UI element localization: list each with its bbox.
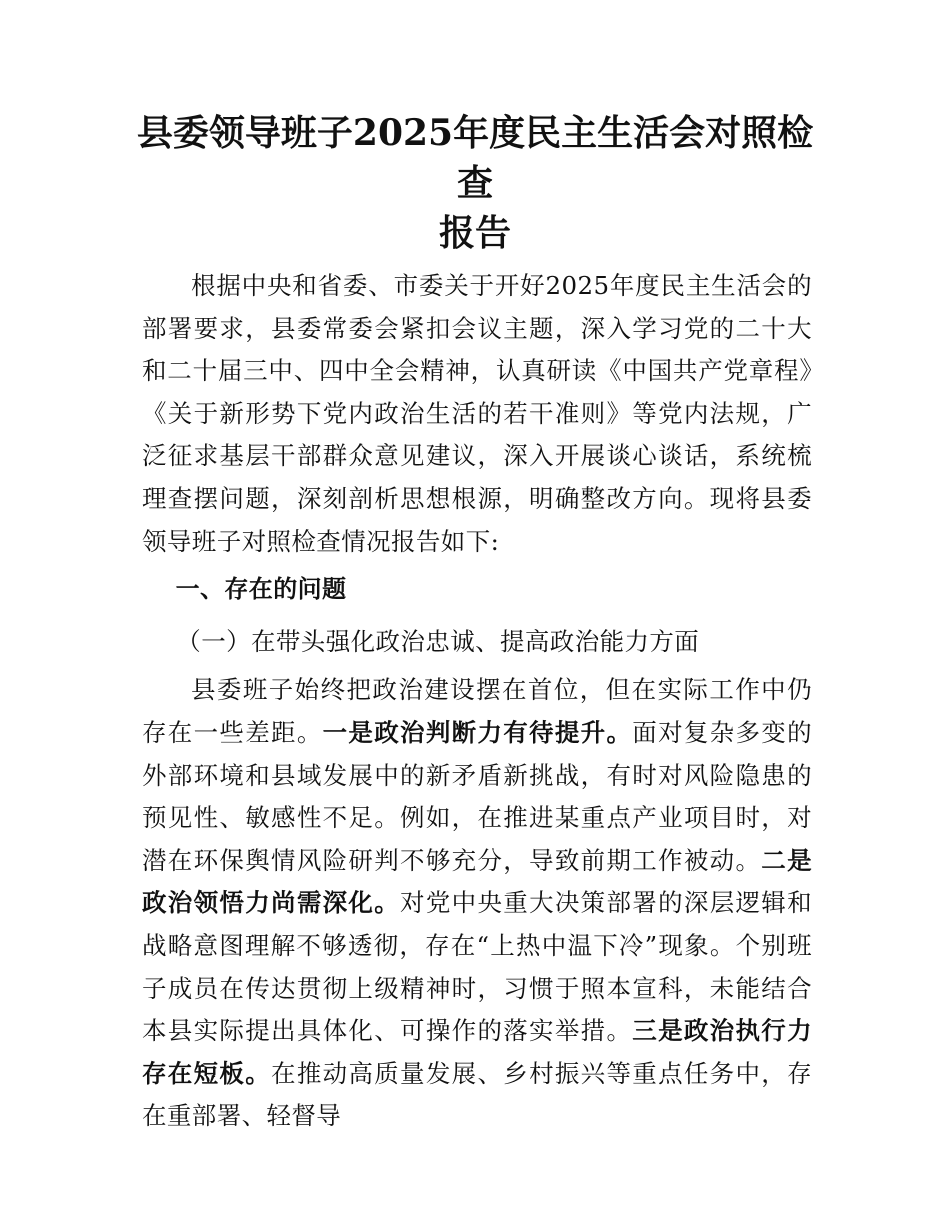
- intro-paragraph: 根据中央和省委、市委关于开好2025年度民主生活会的部署要求，县委常委会紧扣会议主题，深入学习党的二十大和二十届三中、四中全会精神，认真研读《中国共产党章程》《关于新形势下党内政治生活的若干准则》等党内法规，广泛征求基层干部群众意见建议，深入开展谈心谈话，系统梳理查摆问题，深刻剖析思想根源，明确整改方向。现将县委领导班子对照检查情况报告如下:: [142, 271, 812, 556]
- paragraph-text: 面对复杂多变的外部环境和县域发展中的新矛盾新挑战，有时对风险隐患的预见性、敏感性不足。例如，在推进某重点产业项目时，对潜在环保舆情风险研判不够充分，导致前期工作被动。: [142, 717, 812, 875]
- section-heading: 一、存在的问题: [175, 575, 347, 604]
- subsection-heading: （一）在带头强化政治忠诚、提高政治能力方面: [176, 626, 700, 656]
- paragraph-text: 县委班子始终把政治建设摆在首位，但在实际工作中仍存在一些差距。: [142, 675, 812, 747]
- paragraph-text: 对党中央重大决策部署的深层逻辑和战略意图理解不够透彻，存在“上热中温下冷”现象。个别班子成员在传达贯彻上级精神时，习惯于照本宣科，未能结合本县实际提出具体化、可操作的落实举措。: [142, 888, 813, 1046]
- title-line-2: 报告: [438, 212, 511, 254]
- paragraph-text: 在推动高质量发展、乡村振兴等重点任务中，存在重部署、轻督导: [142, 1058, 813, 1131]
- problem-paragraph: [142, 669, 812, 1138]
- document-title: [120, 108, 830, 258]
- bold-point-2: 二是政治领悟力尚需深化。: [142, 845, 812, 918]
- bold-point-1: 一是政治判断力有待提升。: [322, 717, 633, 747]
- bold-point-3: 三是政治执行力存在短板。: [142, 1016, 812, 1088]
- title-line-1: 县委领导班子2025年度民主生活会对照检查: [136, 112, 814, 204]
- document-body: [142, 265, 812, 1138]
